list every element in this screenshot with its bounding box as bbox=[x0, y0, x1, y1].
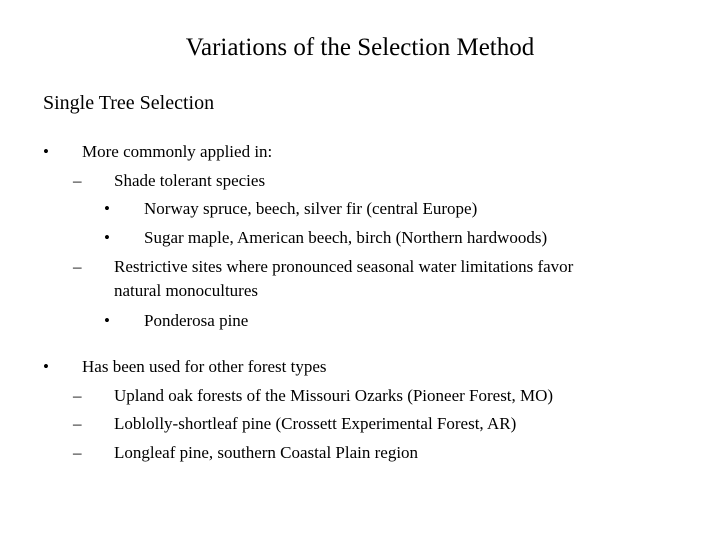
list-item: Longleaf pine, southern Coastal Plain region bbox=[114, 443, 419, 462]
list-item: More commonly applied in: bbox=[82, 142, 273, 161]
bullet-marker: • bbox=[104, 228, 110, 247]
list-item: Shade tolerant species bbox=[114, 171, 266, 190]
list-item: Restrictive sites where pronounced seasonal water limitations favor bbox=[114, 257, 574, 276]
bullet-marker: • bbox=[104, 199, 110, 218]
dash-marker: – bbox=[73, 443, 82, 462]
slide-title: Variations of the Selection Method bbox=[185, 34, 535, 61]
list-item: Loblolly-shortleaf pine (Crossett Experimental Forest, AR) bbox=[114, 414, 517, 433]
bullet-marker: • bbox=[43, 142, 49, 161]
list-item: Upland oak forests of the Missouri Ozarks (Pioneer Forest, MO) bbox=[114, 386, 554, 405]
list-item: Sugar maple, American beech, birch (Northern hardwoods) bbox=[144, 228, 548, 247]
dash-marker: – bbox=[73, 386, 82, 405]
section-heading: Single Tree Selection bbox=[43, 92, 215, 114]
list-item-continuation: natural monocultures bbox=[114, 281, 258, 300]
list-item: Has been used for other forest types bbox=[82, 357, 327, 376]
dash-marker: – bbox=[73, 414, 82, 433]
dash-marker: – bbox=[73, 171, 82, 190]
list-item: Ponderosa pine bbox=[144, 311, 249, 330]
bullet-marker: • bbox=[43, 357, 49, 376]
dash-marker: – bbox=[73, 257, 82, 276]
bullet-marker: • bbox=[104, 311, 110, 330]
list-item: Norway spruce, beech, silver fir (central Europe) bbox=[144, 199, 478, 218]
